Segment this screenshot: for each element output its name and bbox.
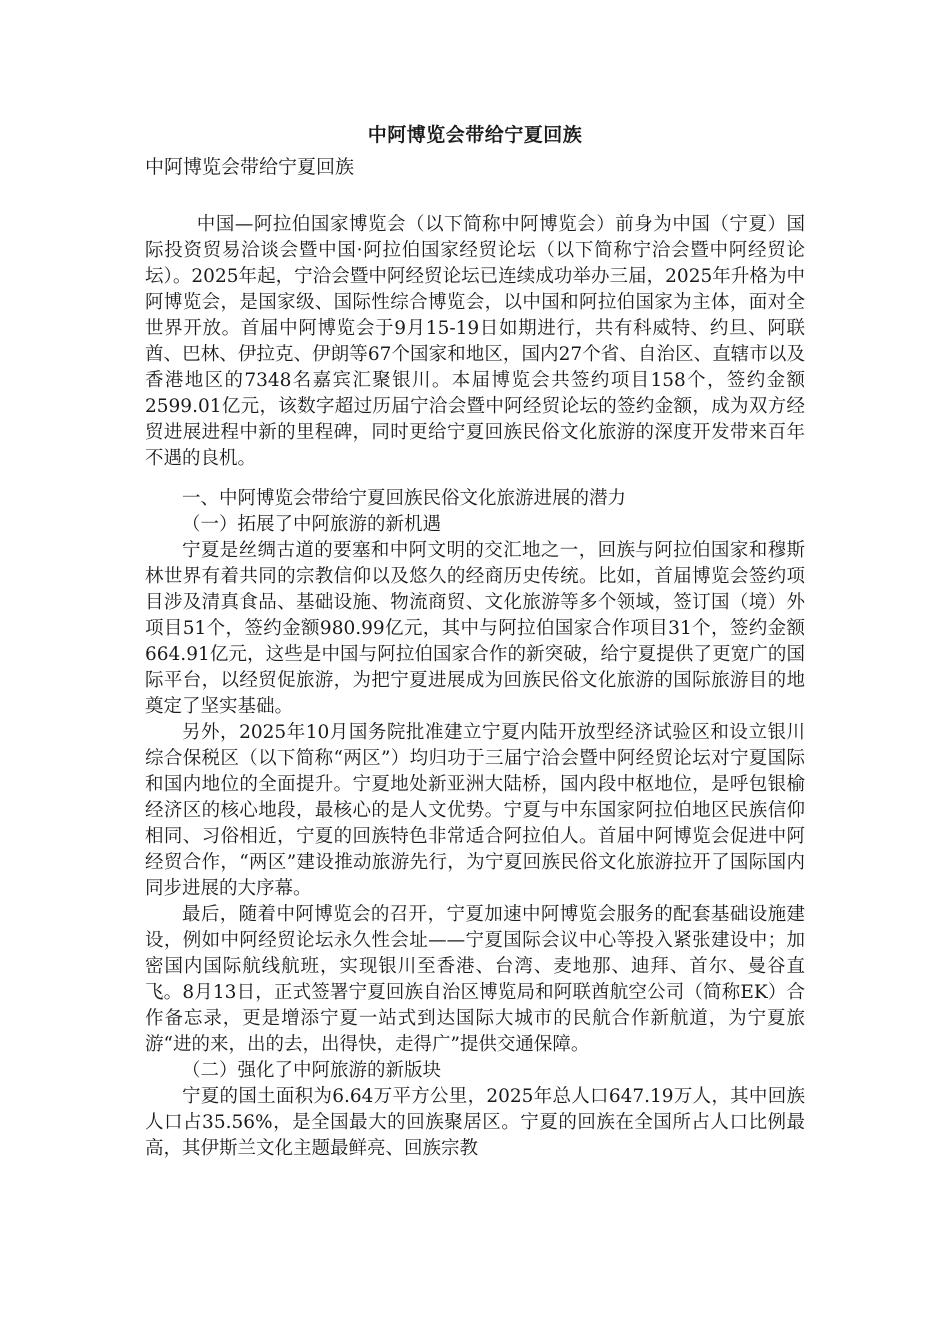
- body-paragraph: 宁夏是丝绸古道的要塞和中阿文明的交汇地之一，回族与阿拉伯国家和穆斯林世界有着共同的宗教信仰以及悠久的经商历史传统。比如，首届博览会签约项目涉及清真食品、基础设施、物流商贸、文化旅游等多个领域，签订国（境）外项目51个，签约金额980.99亿元，其中与阿拉伯国家合作项目31个，签约金额664.91亿元，这些是中国与阿拉伯国家合作的新突破，给宁夏提供了更宽广的国际平台，以经贸促旅游，为把宁夏进展成为回族民俗文化旅游的国际旅游目的地奠定了坚实基础。: [145, 540, 805, 717]
- document-title: 中阿博览会带给宁夏回族: [367, 124, 583, 146]
- document-page: [145, 118, 805, 1162]
- intro-paragraph: 中国—阿拉伯国家博览会（以下简称中阿博览会）前身为中国（宁夏）国际投资贸易洽谈会暨中国·阿拉伯国家经贸论坛（以下简称宁洽会暨中阿经贸论坛）。2025年起，宁洽会暨中阿经贸论坛已连续成功举办三届，2025年升格为中阿博览会，是国家级、国际性综合博览会，以中国和阿拉伯国家为主体，面对全世界开放。首届中阿博览会于9月15-19日如期进行，共有科威特、约旦、阿联酋、巴林、伊拉克、伊朗等67个国家和地区，国内27个省、自治区、直辖市以及香港地区的7348名嘉宾汇聚银川。本届博览会共签约项目158个，签约金额2599.01亿元，该数字超过历届宁洽会暨中阿经贸论坛的签约金额，成为双方经贸进展进程中新的里程碑，同时更给宁夏回族民俗文化旅游的深度开发带来百年不遇的良机。: [145, 214, 805, 469]
- body-paragraph: 最后，随着中阿博览会的召开，宁夏加速中阿博览会服务的配套基础设施建设，例如中阿经贸论坛永久性会址——宁夏国际会议中心等投入紧张建设中；加密国内国际航线航班，实现银川至香港、台湾、麦地那、迪拜、首尔、曼谷直飞。8月13日，正式签署宁夏回族自治区博览局和阿联酋航空公司（简称EK）合作备忘录，更是增添宁夏一站式到达国际大城市的民航合作新航道，为宁夏旅游“进的来，出的去，出得快，走得广”提供交通保障。: [145, 904, 805, 1055]
- body-paragraph: 另外，2025年10月国务院批准建立宁夏内陆开放型经济试验区和设立银川综合保税区（以下简称“两区”）均归功于三届宁洽会暨中阿经贸论坛对宁夏国际和国内地位的全面提升。宁夏地处新亚洲大陆桥，国内段中枢地位，是呼包银榆经济区的核心地段，最核心的是人文优势。宁夏与中东国家阿拉伯地区民族信仰相同、习俗相近，宁夏的回族特色非常适合阿拉伯人。首届中阿博览会促进中阿经贸合作，“两区”建设推动旅游先行，为宁夏回族民俗文化旅游拉开了国际国内同步进展的大序幕。: [145, 722, 805, 899]
- subsection-heading-1: （一）拓展了中阿旅游的新机遇: [182, 514, 442, 535]
- document-subtitle: 中阿博览会带给宁夏回族: [145, 156, 355, 178]
- subsection-heading-2: （二）强化了中阿旅游的新版块: [182, 1060, 442, 1081]
- section-heading-1: 一、中阿博览会带给宁夏回族民俗文化旅游进展的潜力: [182, 488, 627, 509]
- body-paragraph: 宁夏的国土面积为6.64万平方公里，2025年总人口647.19万人，其中回族人口占35.56%，是全国最大的回族聚居区。宁夏的回族在全国所占人口比例最高，其伊斯兰文化主题最鲜亮、回族宗教: [145, 1086, 805, 1159]
